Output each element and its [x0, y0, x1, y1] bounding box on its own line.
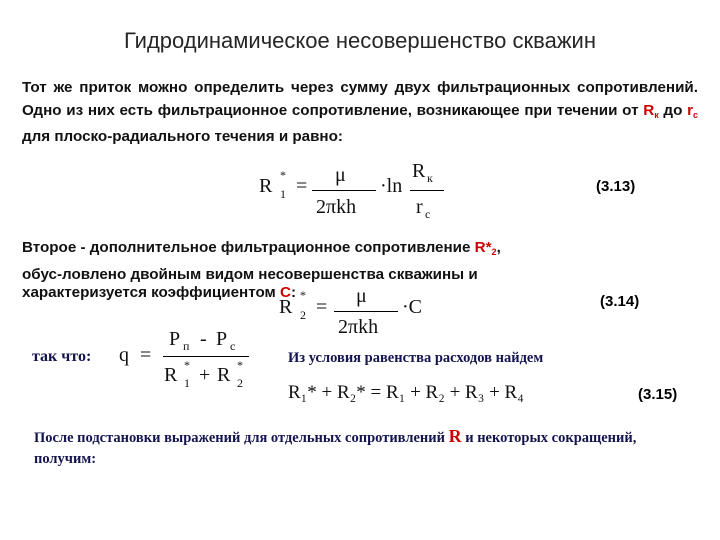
eq-q-fraction-bar [163, 356, 249, 357]
condition-text: Из условия равенства расходов найдем [288, 350, 544, 366]
second-line-1: Второе - дополнительное фильтрационное сопротивление $R*_2$, [22, 239, 501, 257]
eq313-ln-bar [410, 190, 444, 191]
second-line-3: характеризуется коэффициентом С: [22, 284, 297, 301]
eq315-expression: R₁* + R₂* = R₁ + R₂ + R₃ + R₄ [288, 382, 524, 403]
so-that-label: так что: [32, 348, 92, 365]
eq314-tail: ·С [402, 296, 422, 318]
eq-q-den-b: R [217, 364, 231, 386]
eq-q-equals: = [140, 344, 152, 366]
eq313-label: (3.13) [596, 178, 636, 195]
eq313-ln: ·ln [380, 175, 403, 197]
eq313-denominator: 2πkh [316, 196, 357, 218]
eq314-lhs: R [279, 296, 293, 318]
eq313-ln-denominator-sub: с [425, 207, 431, 221]
eq313-ln-denominator: r [416, 196, 423, 218]
eq314-star: * [300, 288, 306, 302]
r-symbol: R [448, 426, 462, 446]
eq-q-num-b: P [216, 328, 228, 350]
second-line-2: обус-ловлено двойным видом несовершенства скважины и [22, 265, 478, 283]
eq-q-num-a-sub: п [183, 339, 190, 353]
eq314-equals: = [316, 296, 328, 318]
eq-q-den-a-sub: 1 [184, 376, 190, 390]
eq314-label: (3.14) [600, 293, 640, 310]
eq-q-minus: - [200, 328, 207, 350]
eq315-label: (3.15) [638, 386, 678, 403]
eq314-lhs-sub: 2 [300, 308, 306, 322]
eq314-denominator: 2πkh [338, 316, 379, 338]
eq-q-num-b-sub: с [230, 339, 236, 353]
eq-q-plus: + [199, 364, 211, 386]
eq313-numerator: μ [335, 164, 346, 186]
eq-q-den-a: R [164, 364, 178, 386]
eq313-lhs-sub: 1 [280, 187, 286, 201]
eq-q-den-a-star: * [184, 358, 190, 372]
eq313-ln-numerator-sub: к [427, 171, 433, 185]
eq-q-den-b-sub: 2 [237, 376, 243, 390]
eq313-star: * [280, 168, 286, 182]
eq-q-lhs: q [119, 344, 129, 366]
rk-symbol: $R_к$ [643, 101, 659, 120]
eq313-equals: = [296, 175, 308, 197]
eq-q-num-a: P [169, 328, 181, 350]
eq313-ln-numerator: R [412, 160, 426, 182]
eq313-lhs: R [259, 175, 273, 197]
eq314-fraction-bar [334, 311, 398, 312]
intro-text-c: для плоско-радиального течения и равно: [22, 128, 343, 145]
paragraph-conclusion: После подстановки выражений для отдельных сопротивлений R и некоторых сокращений, получим: [34, 426, 637, 467]
rc-symbol: $r_с$ [687, 101, 699, 120]
page-title: Гидродинамическое несовершенство скважин [123, 28, 596, 53]
eq-q-den-b-star: * [237, 358, 243, 372]
intro-text-a: Тот же приток можно определить через сумму двух фильтрационных сопротивлений. Одно из них есть фильтрационное сопротивление, возникающее при течении от [22, 79, 698, 119]
eq314-numerator: μ [356, 285, 367, 307]
intro-text-b: до [658, 101, 688, 119]
r2-star-symbol: $R*_2$ [474, 239, 497, 257]
eq313-fraction-bar [312, 190, 376, 191]
paragraph-intro [22, 77, 698, 149]
c-symbol: С [280, 284, 291, 301]
